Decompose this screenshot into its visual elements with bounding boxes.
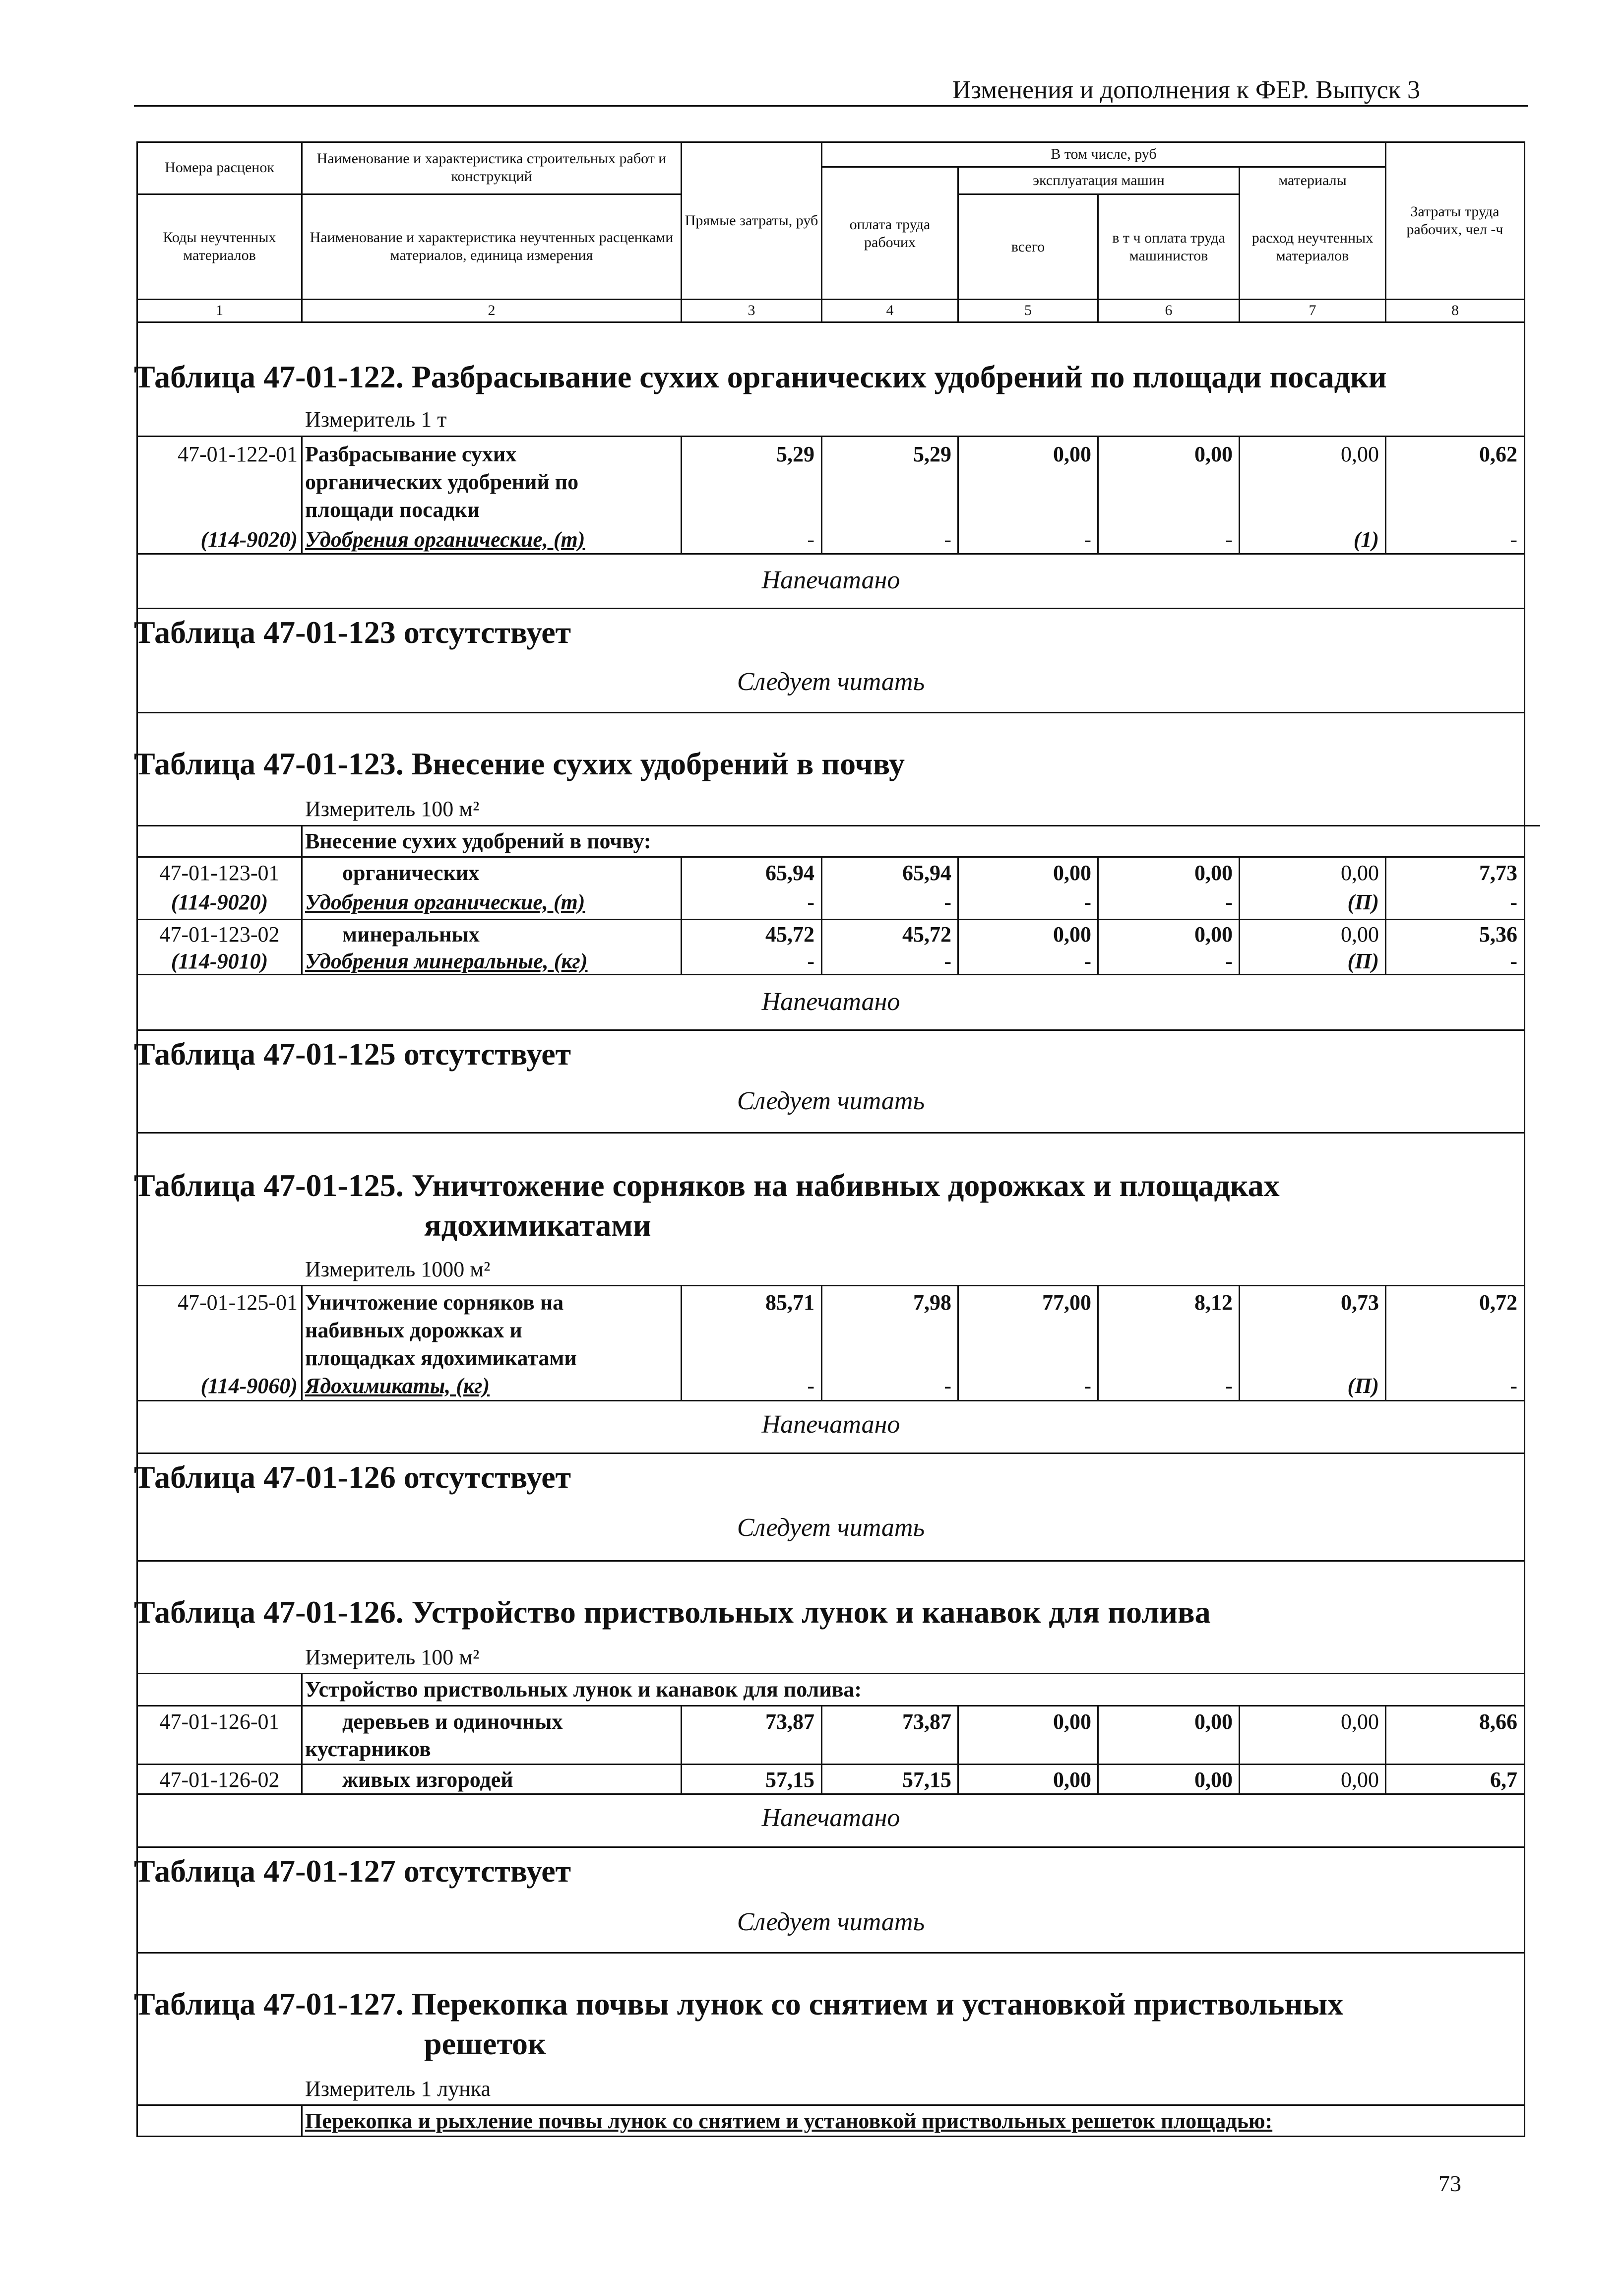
col1-top-header: Номера расценок — [165, 159, 274, 176]
labor-hours: 5,36 — [1479, 922, 1517, 947]
col8-header: Затраты труда рабочих, чел -ч — [1406, 203, 1503, 238]
absent-title: Таблица 47-01-127 отсутствует — [134, 1853, 571, 1889]
col4-header: оплата труда рабочих — [849, 216, 931, 251]
machinists-pay: 0,00 — [1194, 1709, 1233, 1734]
table-title: Таблица 47-01-126. Устройство приствольных лунок и канавок для полива — [134, 1594, 1211, 1630]
col-number: 6 — [1165, 302, 1173, 318]
should-read-label: Следует читать — [737, 668, 925, 696]
materials-value: 0,73 — [1341, 1290, 1379, 1315]
machines-total: 0,00 — [1053, 442, 1091, 466]
materials-value: 0,00 — [1341, 922, 1379, 947]
dash: - — [1225, 890, 1233, 914]
printed-label: Напечатано — [761, 1410, 900, 1439]
materials-value: 0,00 — [1341, 861, 1379, 885]
col-number: 7 — [1309, 302, 1316, 318]
material-name: Удобрения органические, (т) — [305, 527, 585, 552]
labor-hours: 7,73 — [1479, 861, 1517, 885]
machinists-pay: 8,12 — [1194, 1290, 1233, 1315]
labor-hours: 0,72 — [1479, 1290, 1517, 1315]
dash: - — [944, 890, 951, 914]
work-name: органических — [342, 861, 480, 885]
material-code: (114-9020) — [171, 890, 268, 914]
direct-cost: 73,87 — [765, 1709, 814, 1734]
should-read-label: Следует читать — [737, 1087, 925, 1115]
machines-total: 0,00 — [1053, 1709, 1091, 1734]
labor-pay: 45,72 — [902, 922, 951, 947]
labor-hours: 8,66 — [1479, 1709, 1517, 1734]
should-read-label: Следует читать — [737, 1514, 925, 1542]
material-consumption: (П) — [1347, 949, 1379, 973]
labor-pay: 73,87 — [902, 1709, 951, 1734]
col2-top-header: Наименование и характеристика строительных работ и конструкций — [316, 150, 667, 185]
material-name: Ядохимикаты, (кг) — [305, 1374, 490, 1398]
work-name-line: Уничтожение сорняков на — [305, 1290, 564, 1315]
material-consumption: (1) — [1353, 527, 1379, 552]
rate-code: 47-01-126-02 — [159, 1768, 280, 1792]
dash: - — [944, 527, 951, 552]
dash: - — [944, 949, 951, 973]
running-header: Изменения и дополнения к ФЕР. Выпуск 3 — [952, 76, 1421, 104]
group-label: Перекопка и рыхление почвы лунок со снятием и установкой приствольных решеток площадью: — [305, 2109, 1273, 2133]
rate-code: 47-01-126-01 — [159, 1709, 280, 1734]
dash: - — [1084, 1374, 1091, 1398]
dash: - — [1225, 527, 1233, 552]
col-number: 1 — [216, 302, 223, 318]
col3-header: Прямые затраты, руб — [685, 212, 818, 229]
rate-code: 47-01-123-01 — [159, 861, 280, 885]
absent-title: Таблица 47-01-125 отсутствует — [134, 1036, 571, 1072]
col-number: 5 — [1024, 302, 1032, 318]
machines-total: 0,00 — [1053, 922, 1091, 947]
absent-title: Таблица 47-01-123 отсутствует — [134, 615, 571, 650]
col-number: 8 — [1451, 302, 1459, 318]
table-title-line2: ядохимикатами — [424, 1207, 651, 1243]
machines-total: 77,00 — [1042, 1290, 1091, 1315]
table-title-line2: решеток — [424, 2026, 546, 2061]
machinists-pay: 0,00 — [1194, 922, 1233, 947]
col-number: 4 — [886, 302, 894, 318]
table-title: Таблица 47-01-122. Разбрасывание сухих органических удобрений по площади посадки — [134, 359, 1387, 394]
machines-total: 0,00 — [1053, 1768, 1091, 1792]
measure-unit: Измеритель 100 м² — [305, 797, 480, 821]
col6-header: в т ч оплата труда машинистов — [1112, 229, 1225, 264]
material-code: (114-9060) — [200, 1374, 298, 1398]
printed-label: Напечатано — [761, 988, 900, 1016]
materials-value: 0,00 — [1341, 442, 1379, 466]
dash: - — [807, 1374, 814, 1398]
work-name-line: набивных дорожках и — [305, 1318, 522, 1342]
work-name-line: площади посадки — [305, 498, 480, 522]
labor-hours: 0,62 — [1479, 442, 1517, 466]
group-label: Внесение сухих удобрений в почву: — [305, 829, 651, 853]
should-read-label: Следует читать — [737, 1908, 925, 1936]
dash: - — [944, 1374, 951, 1398]
table-title-line1: Таблица 47-01-127. Перекопка почвы лунок со снятием и установкой приствольных — [134, 1986, 1344, 2022]
work-name-line: площадках ядохимикатами — [305, 1346, 577, 1370]
labor-pay: 65,94 — [902, 861, 951, 885]
work-name-line: органических удобрений по — [305, 470, 579, 494]
direct-cost: 85,71 — [765, 1290, 814, 1315]
table-title: Таблица 47-01-123. Внесение сухих удобрений в почву — [134, 746, 905, 781]
work-name-line: кустарников — [305, 1737, 431, 1761]
materials-value: 0,00 — [1341, 1768, 1379, 1792]
material-code: (114-9010) — [171, 949, 268, 973]
labor-hours: 6,7 — [1490, 1768, 1517, 1792]
work-name-line: деревьев и одиночных — [342, 1709, 563, 1734]
dash: - — [1084, 890, 1091, 914]
rate-code: 47-01-123-02 — [159, 922, 280, 947]
material-consumption: (П) — [1347, 1374, 1379, 1398]
col-number: 2 — [488, 302, 496, 318]
dash: - — [1225, 949, 1233, 973]
work-name: минеральных — [342, 922, 480, 947]
dash: - — [807, 949, 814, 973]
table-title-line1: Таблица 47-01-125. Уничтожение сорняков на набивных дорожках и площадках — [134, 1168, 1280, 1203]
dash: - — [1084, 949, 1091, 973]
direct-cost: 57,15 — [765, 1768, 814, 1792]
dash: - — [1084, 527, 1091, 552]
group-header: В том числе, руб — [1051, 146, 1157, 162]
machines-total: 0,00 — [1053, 861, 1091, 885]
work-name-line: Разбрасывание сухих — [305, 442, 517, 466]
dash: - — [1510, 949, 1517, 973]
material-consumption: (П) — [1347, 890, 1379, 914]
group-label: Устройство приствольных лунок и канавок для полива: — [305, 1677, 862, 1702]
material-name: Удобрения минеральные, (кг) — [305, 949, 588, 973]
materials-value: 0,00 — [1341, 1709, 1379, 1734]
printed-label: Напечатано — [761, 1804, 900, 1832]
dash: - — [1510, 890, 1517, 914]
dash: - — [1225, 1374, 1233, 1398]
rate-code: 47-01-122-01 — [178, 442, 298, 466]
machinists-pay: 0,00 — [1194, 1768, 1233, 1792]
direct-cost: 45,72 — [765, 922, 814, 947]
machinists-pay: 0,00 — [1194, 442, 1233, 466]
material-code: (114-9020) — [200, 527, 298, 552]
printed-label: Напечатано — [761, 566, 900, 594]
measure-unit: Измеритель 1 лунка — [305, 2077, 491, 2101]
page-number: 73 — [1438, 2171, 1461, 2196]
measure-unit: Измеритель 1 т — [305, 407, 447, 432]
labor-pay: 7,98 — [913, 1290, 951, 1315]
direct-cost: 5,29 — [776, 442, 814, 466]
col1-bottom-header: Коды неучтенных материалов — [163, 229, 276, 263]
dash: - — [1510, 1374, 1517, 1398]
labor-pay: 5,29 — [913, 442, 951, 466]
work-name-line: живых изгородей — [342, 1768, 513, 1792]
materials-header: материалы — [1278, 172, 1347, 189]
direct-cost: 65,94 — [765, 861, 814, 885]
measure-unit: Измеритель 1000 м² — [305, 1257, 491, 1281]
measure-unit: Измеритель 100 м² — [305, 1645, 480, 1669]
rate-code: 47-01-125-01 — [178, 1290, 298, 1315]
dash: - — [1510, 527, 1517, 552]
material-name: Удобрения органические, (т) — [305, 890, 585, 914]
col7-header: расход неучтенных материалов — [1251, 229, 1374, 264]
machines-header: эксплуатация машин — [1033, 172, 1165, 189]
col5-header: всего — [1011, 238, 1045, 255]
labor-pay: 57,15 — [902, 1768, 951, 1792]
dash: - — [807, 527, 814, 552]
dash: - — [807, 890, 814, 914]
absent-title: Таблица 47-01-126 отсутствует — [134, 1459, 571, 1495]
machinists-pay: 0,00 — [1194, 861, 1233, 885]
header-rule — [134, 105, 1528, 107]
col2-bottom-header: Наименование и характеристика неучтенных расценками материалов, единица измерения — [310, 229, 674, 263]
col-number: 3 — [748, 302, 755, 318]
